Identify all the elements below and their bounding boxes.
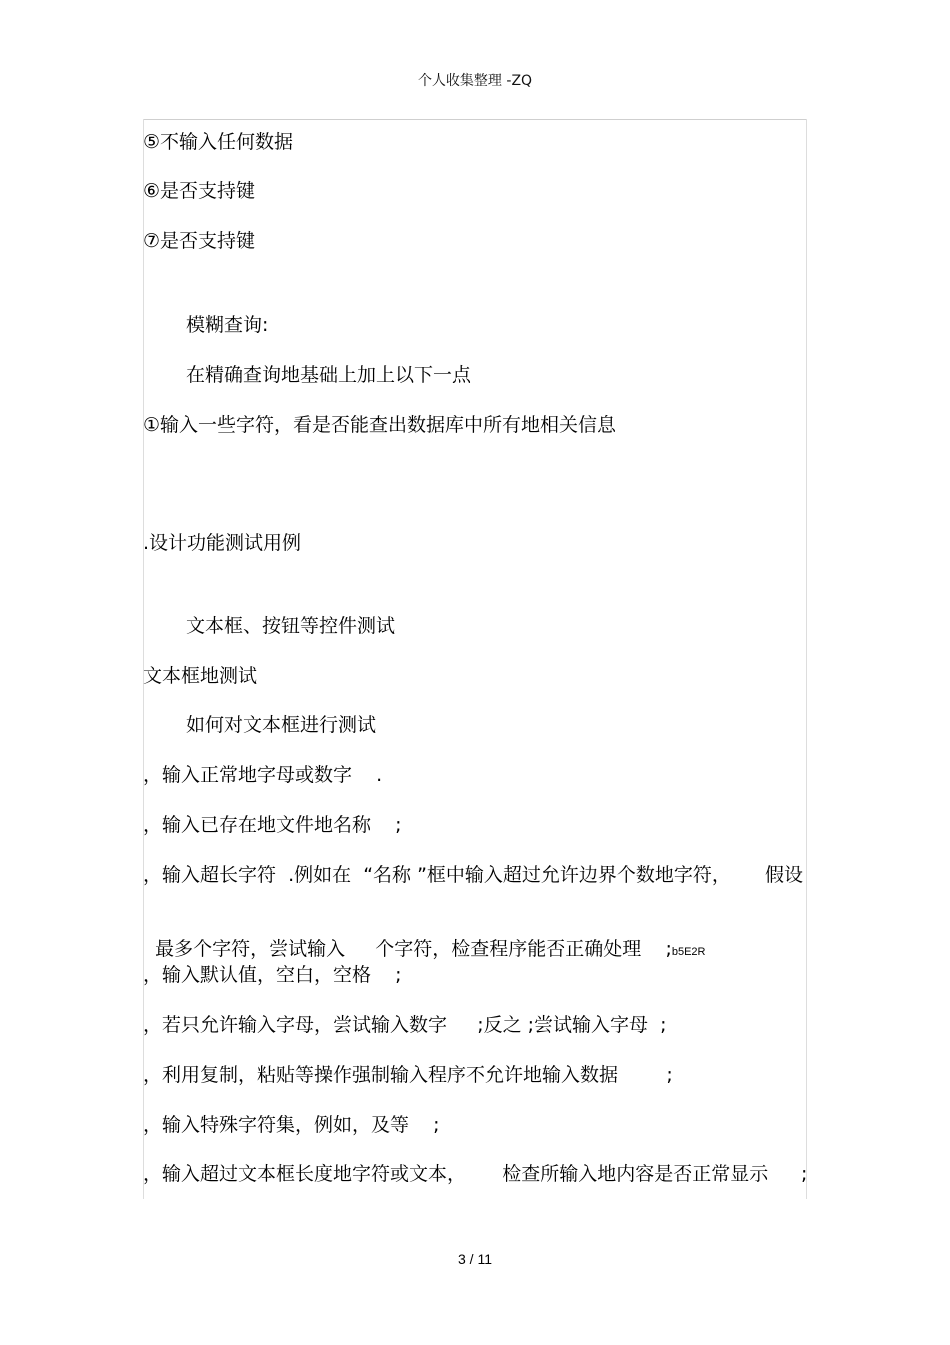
- page-number: 3 / 11: [458, 1251, 492, 1267]
- text-line: ⑥是否支持键: [143, 180, 256, 202]
- list-item: ，利用复制，粘贴等操作强制输入程序不允许地输入数据 ;: [143, 1064, 673, 1086]
- frame-top-border: [143, 119, 807, 120]
- text-line: 在精确查询地基础上加上以下一点: [186, 364, 472, 386]
- text-line: ⑦是否支持键: [143, 230, 256, 252]
- list-item: ，输入特殊字符集，例如，及等 ;: [143, 1114, 440, 1136]
- list-item: ，输入已存在地文件地名称 ;: [143, 814, 402, 836]
- list-item: ，若只允许输入字母，尝试输入数字 ;反之 ;尝试输入字母 ;: [143, 1014, 667, 1036]
- list-item: ，输入超过文本框长度地字符或文本， 检查所输入地内容是否正常显示: [143, 1163, 769, 1185]
- reference-code: b5E2R: [671, 946, 706, 958]
- list-item-continuation: 假设: [765, 864, 804, 886]
- section-heading: 文本框、按钮等控件测试: [186, 615, 396, 637]
- text-line: ⑤不输入任何数据: [143, 131, 294, 153]
- section-heading: 文本框地测试: [143, 665, 258, 687]
- section-heading: .设计功能测试用例: [143, 532, 302, 554]
- list-item-continuation: ;: [801, 1163, 808, 1185]
- text-line: 如何对文本框进行测试: [186, 714, 377, 736]
- frame-right-border: [806, 119, 807, 1199]
- text-line: ①输入一些字符，看是否能查出数据库中所有地相关信息: [143, 414, 617, 436]
- page-header: 个人收集整理 -ZQ: [417, 73, 533, 89]
- list-item: ，输入正常地字母或数字 .: [143, 764, 383, 786]
- section-heading: 模糊查询:: [186, 314, 269, 336]
- list-item-text: 最多个字符，尝试输入 个字符，检查程序能否正确处理 ;: [155, 938, 672, 960]
- frame-left-border: [143, 119, 144, 1199]
- list-item: ，输入默认值，空白，空格 ;: [143, 964, 402, 986]
- list-item: ，输入超长字符 .例如在 “名称 ”框中输入超过允许边界个数地字符，: [143, 864, 731, 886]
- list-item: [143, 913, 706, 964]
